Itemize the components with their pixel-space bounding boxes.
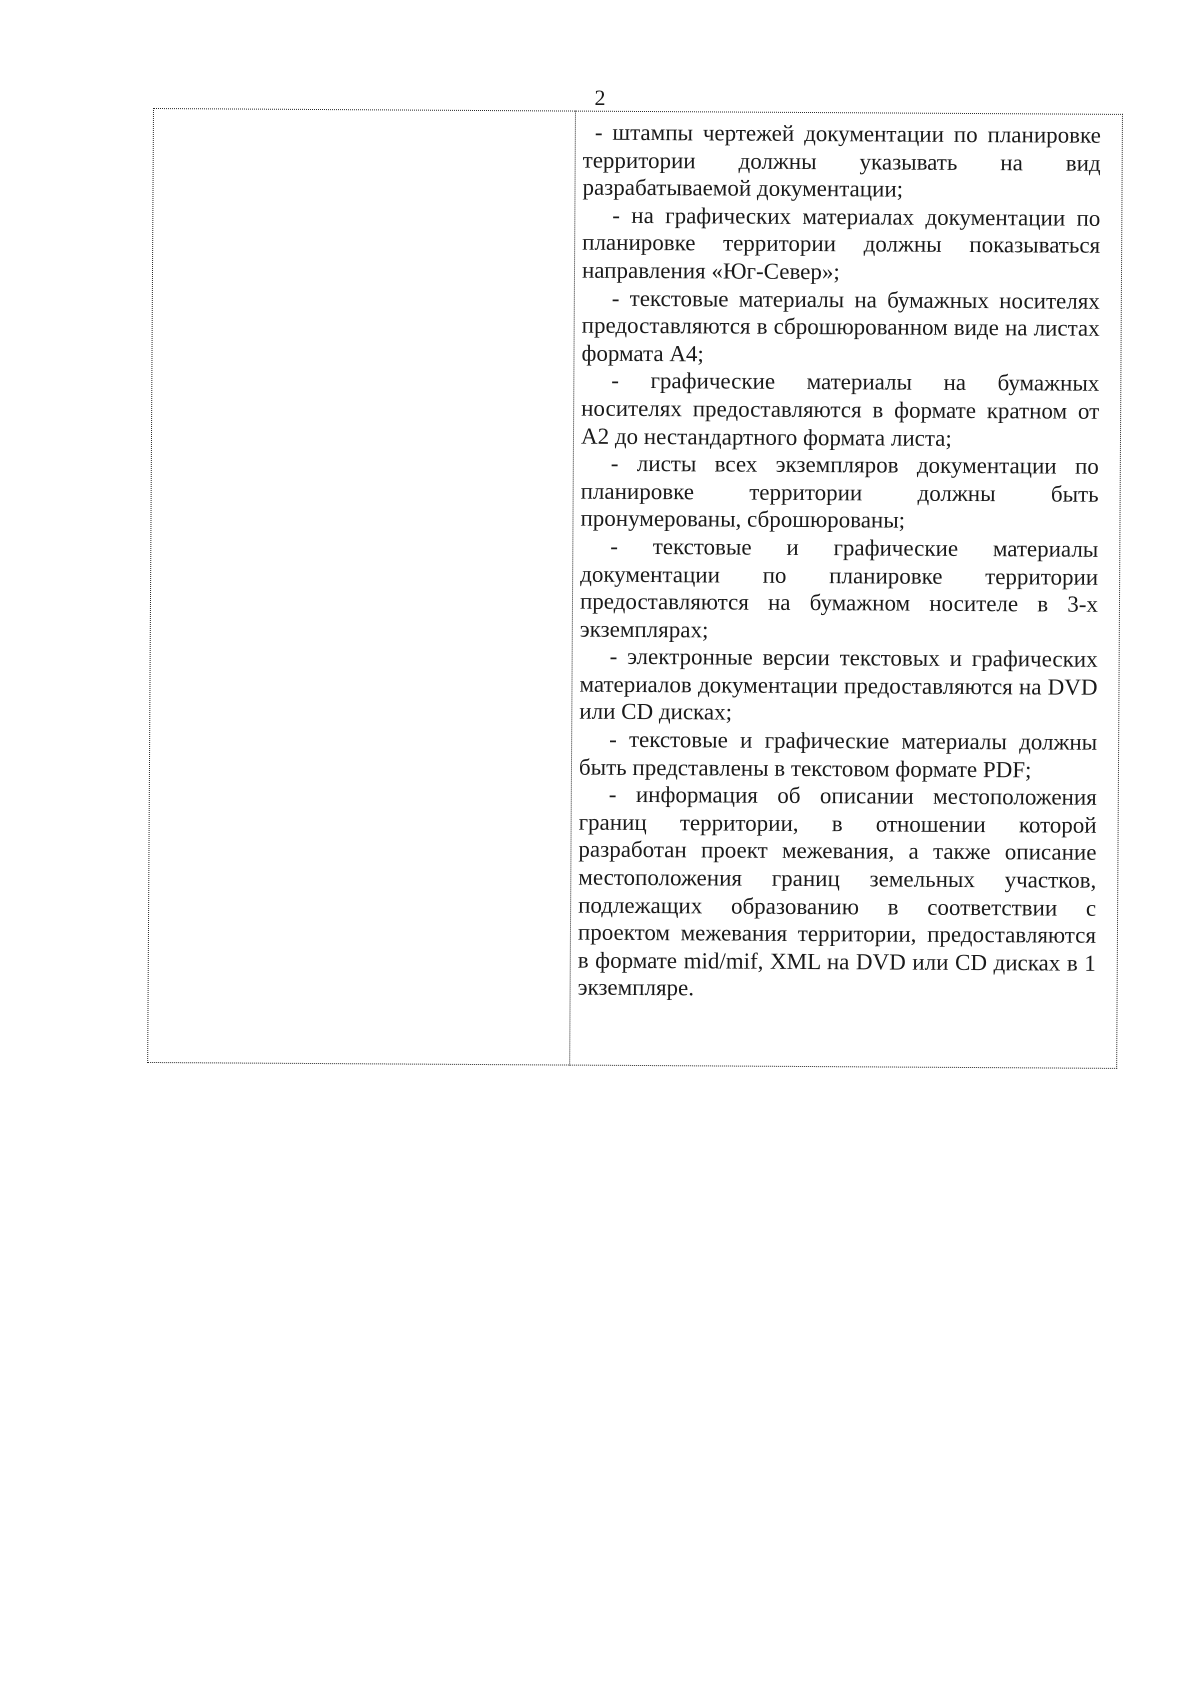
requirement-boundary-data: - информация об описании местоположения границ территории, в отношении которой разработан проект межевания, а также описание местоположения границ земельных участков, подлежащих образованию в соответствии с проектом межевания территории, предоставляются в формате mid/mif, XML на DVD или CD дисках в 1 экземпляре. [577,782,1097,1001]
right-cell-requirements [577,119,1101,1069]
requirement-text-a4: - текстовые материалы на бумажных носителях предоставляются в сброшюрованном виде на листах формата А4; [581,285,1100,367]
requirement-graphic-format: - графические материалы на бумажных носителях предоставляются в формате кратном от А2 до нестандартного формата листа; [580,368,1100,451]
requirement-electronic-versions: - электронные версии текстовых и графических материалов документации предоставляются на DVD или CD дисках; [579,644,1098,726]
requirement-drawing-stamps: - штампы чертежей документации по планировке территории должны указывать на вид разрабатываемой документации; [582,119,1101,202]
requirement-pdf-format: - текстовые и графические материалы должны быть представлены в текстовом формате PDF; [578,726,1098,783]
page-number: 2 [594,85,606,110]
requirement-paper-copies: - текстовые и графические материалы документации по планировке территории предоставляются на бумажном носителе в 3-х экземплярах; [579,533,1099,643]
requirements-table [147,108,1123,1069]
requirement-sheet-numbering: - листы всех экземпляров документации по планировке территории должны быть пронумерованы, сброшюрованы; [580,450,1099,533]
left-cell-empty [147,108,575,1066]
requirement-north-south: - на графических материалах документации по планировке территории должны показываться направления «Юг-Север»; [581,202,1101,285]
